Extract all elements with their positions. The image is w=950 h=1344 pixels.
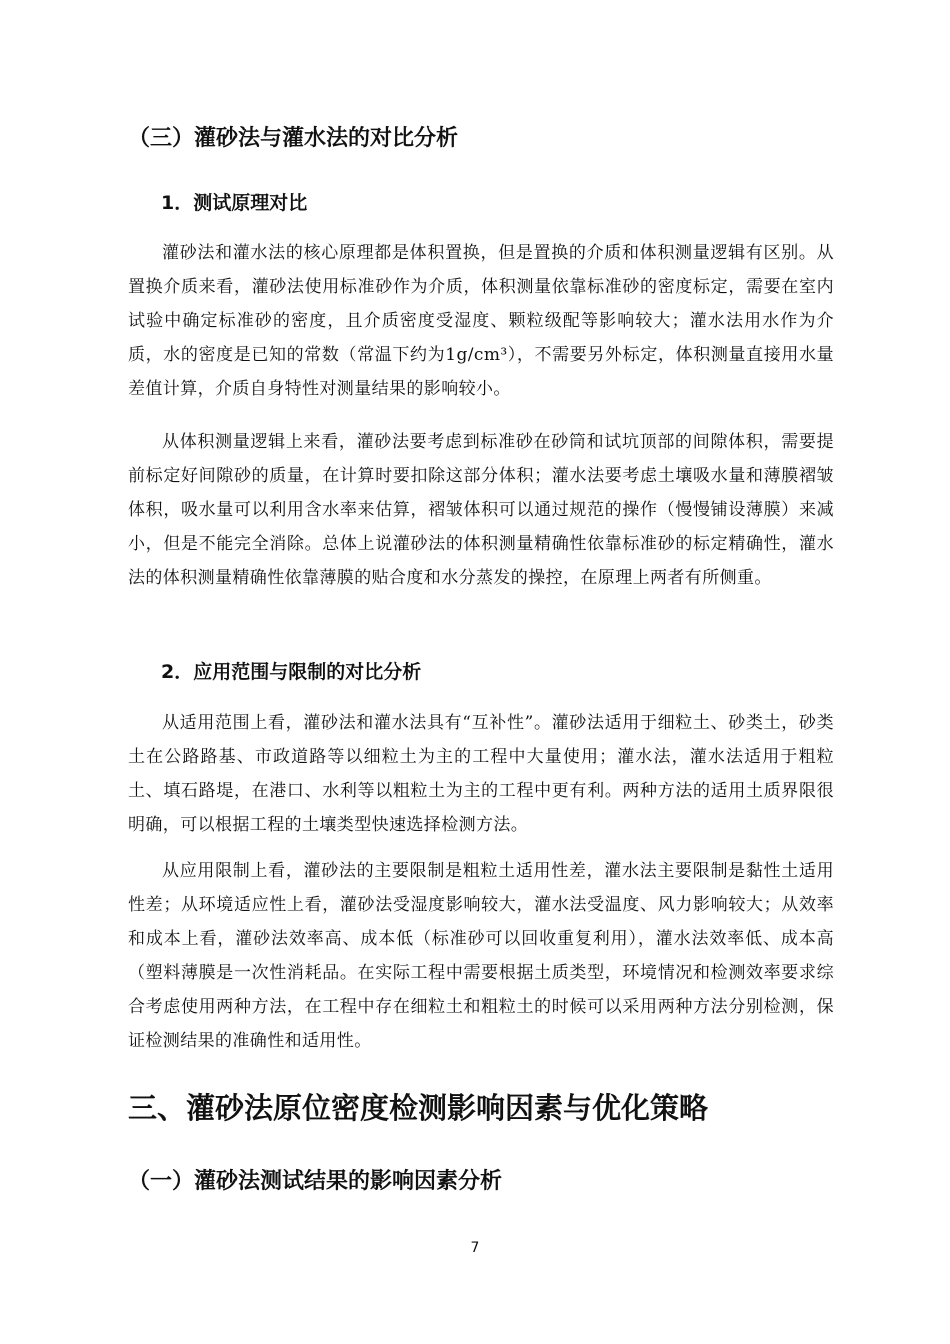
section-heading: （三）灌砂法与灌水法的对比分析 xyxy=(128,126,459,151)
subsection-heading-principle: 1．测试原理对比 xyxy=(161,192,308,214)
paragraph-scope-1: 从适用范围上看，灌砂法和灌水法具有“互补性”。灌砂法适用于细粒土、砂类土，砂类土在公路路基、市政道路等以细粒土为主的工程中大量使用；灌水法，灌水法适用于粗粒土、填石路堤，在港口、水利等以粗粒土为主的工程中更有利。两种方法的适用土质界限很明确，可以根据工程的土壤类型快速选择检测方法。 xyxy=(128,713,834,835)
next-section-heading: （一）灌砂法测试结果的影响因素分析 xyxy=(128,1169,503,1194)
page-number: 7 xyxy=(470,1240,480,1256)
paragraph-scope-2: 从应用限制上看，灌砂法的主要限制是粗粒土适用性差，灌水法主要限制是黏性土适用性差；从环境适应性上看，灌砂法受湿度影响较大，灌水法受温度、风力影响较大；从效率和成本上看，灌砂法效率高、成本低（标准砂可以回收重复利用），灌水法效率低、成本高（塑料薄膜是一次性消耗品。在实际工程中需要根据土质类型，环境情况和检测效率要求综合考虑使用两种方法，在工程中存在细粒土和粗粒土的时候可以采用两种方法分别检测，保证检测结果的准确性和适用性。 xyxy=(128,861,834,1051)
chapter-heading: 三、灌砂法原位密度检测影响因素与优化策略 xyxy=(128,1091,709,1125)
paragraph-principle-2: 从体积测量逻辑上来看，灌砂法要考虑到标准砂在砂筒和试坑顶部的间隙体积，需要提前标定好间隙砂的质量，在计算时要扣除这部分体积；灌水法要考虑土壤吸水量和薄膜褶皱体积，吸水量可以利用含水率来估算，褶皱体积可以通过规范的操作（慢慢铺设薄膜）来减小，但是不能完全消除。总体上说灌砂法的体积测量精确性依靠标准砂的标定精确性，灌水法的体积测量精确性依靠薄膜的贴合度和水分蒸发的操控，在原理上两者有所侧重。 xyxy=(128,432,834,588)
subsection-heading-scope: 2．应用范围与限制的对比分析 xyxy=(161,661,422,683)
paragraph-principle-1: 灌砂法和灌水法的核心原理都是体积置换，但是置换的介质和体积测量逻辑有区别。从置换介质来看，灌砂法使用标准砂作为介质，体积测量依靠标准砂的密度标定，需要在室内试验中确定标准砂的密度，且介质密度受湿度、颗粒级配等影响较大；灌水法用水作为介质，水的密度是已知的常数（常温下约为1g/cm³），不需要另外标定，体积测量直接用水量差值计算，介质自身特性对测量结果的影响较小。 xyxy=(128,243,834,399)
